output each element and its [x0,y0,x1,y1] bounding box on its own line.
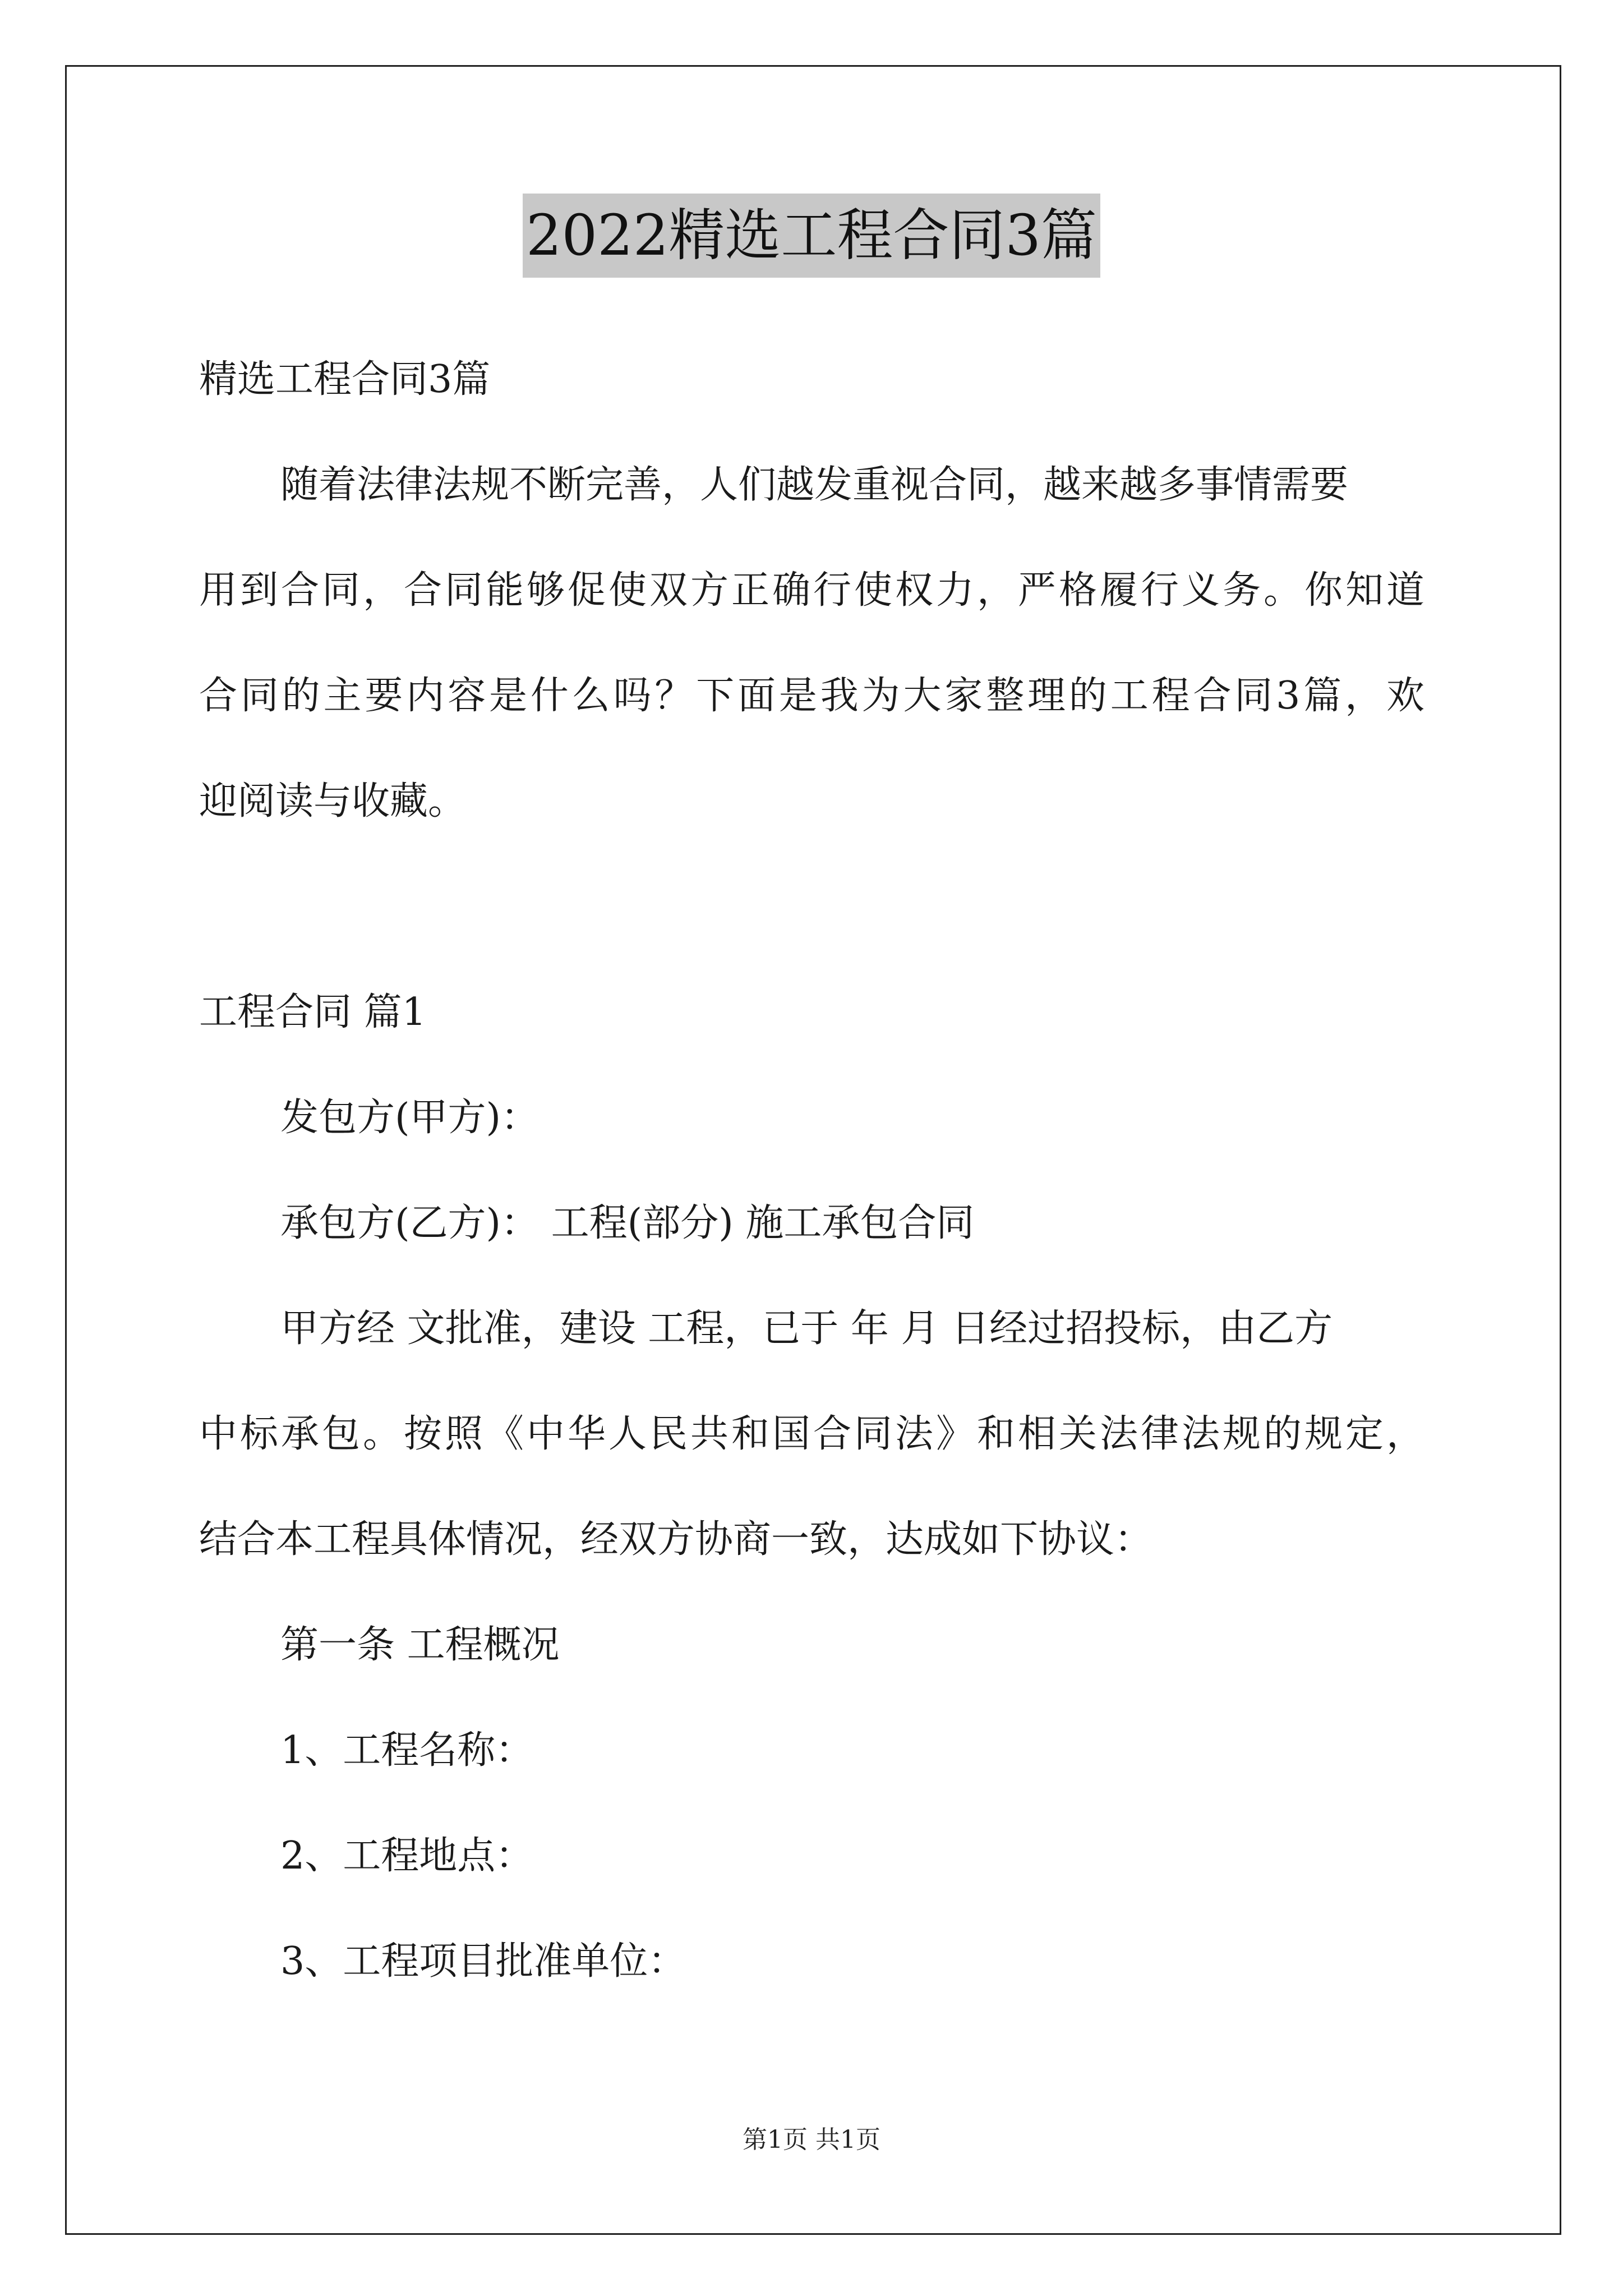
intro-line-1: 随着法律法规不断完善，人们越发重视合同，越来越多事情需要 [280,463,1349,507]
list-item: 1、工程名称： [280,1728,534,1773]
list-item: 3、工程项目批准单位： [280,1939,686,1984]
document-title: 2022精选工程合同3篇 [523,194,1100,278]
body-line-3: 结合本工程具体情况，经双方协商一致，达成如下协议： [199,1517,1153,1562]
title-container [0,194,1623,278]
intro-line-4: 迎阅读与收藏。 [199,779,467,823]
party-b-field: 承包方(乙方)： 工程(部分) 施工承包合同 [280,1201,975,1245]
list-item: 2、工程地点： [280,1834,534,1878]
section-heading: 工程合同 篇1 [199,990,426,1034]
page-footer: 第1页 共1页 [743,2125,880,2154]
document-subtitle: 精选工程合同3篇 [199,357,491,402]
body-line-2: 中标承包。按照《中华人民共和国合同法》和相关法律法规的规定， [199,1412,1424,1456]
body-line-1: 甲方经 文批准，建设 工程，已于 年 月 日经过招投标，由乙方 [280,1306,1333,1351]
party-a-field: 发包方(甲方)： [280,1096,540,1140]
article-heading: 第一条 工程概况 [280,1623,560,1667]
intro-line-3: 合同的主要内容是什么吗？下面是我为大家整理的工程合同3篇，欢 [199,674,1424,718]
intro-line-2: 用到合同，合同能够促使双方正确行使权力，严格履行义务。你知道 [199,568,1424,613]
